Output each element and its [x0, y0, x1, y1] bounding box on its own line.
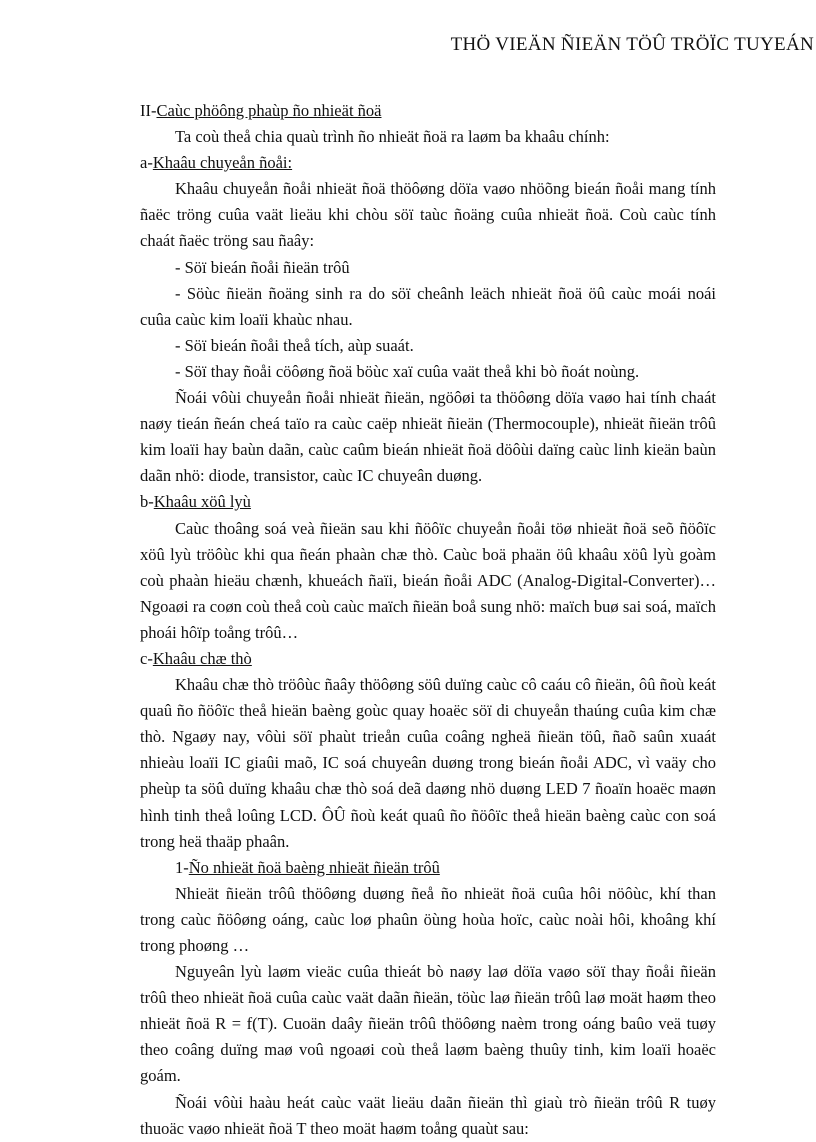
part-c-heading [140, 646, 716, 672]
list-item: - Söï bieán ñoåi theå tích, aùp suaát. [175, 335, 414, 355]
part-b-prefix: b- [140, 492, 154, 512]
part-c-prefix: c- [140, 648, 153, 668]
section-prefix: II- [140, 101, 157, 120]
part-a-heading [140, 150, 716, 176]
part-b-heading [140, 489, 716, 515]
part-b-title: Khaâu xöû lyù [153, 492, 251, 512]
section-intro: Ta coù theå chia quaù trình ño nhieät ñoä ra laøm ba khaâu chính: [175, 127, 610, 147]
subsection-1-paragraph-1: Nhieät ñieän trôû thöôøng duøng ñeå ño nhieät ñoä cuûa hôi nöôùc, khí than trong caùc ñöôøng oáng, caùc loø phaûn öùng hoùa hoïc, caùc noài hôi, khoâng khí trong phoøng … [140, 883, 716, 955]
subsection-1-title: Ño nhieät ñoä baèng nhieät ñieän trôû [188, 857, 440, 877]
part-c-title: Khaâu chæ thò [152, 648, 252, 668]
list-item: - Söï thay ñoåi cöôøng ñoä böùc xaï cuûa vaät theå khi bò ñoát noùng. [175, 361, 640, 381]
part-a-paragraph-2: Ñoái vôùi chuyeån ñoåi nhieät ñieän, ngöôøi ta thöôøng döïa vaøo hai tính chaát naøy tieán ñeán cheá taïo ra caùc caëp nhieät ñieän (Thermocouple), nhieät ñieän trôû kim loaïi hay baùn daãn, caùc caûm bieán nhieät ñoä döôùi daïng caùc linh kieän baùn daãn nhö: diode, transistor, caùc IC chuyeân duøng. [140, 388, 716, 486]
part-a-paragraph-1: Khaâu chuyeån ñoåi nhieät ñoä thöôøng döïa vaøo nhöõng bieán ñoåi mang tính ñaëc tröng cuûa vaät lieäu khi chòu söï taùc ñoäng cuûa nhieät ñoä. Coù caùc tính chaát ñaëc tröng sau ñaây: [140, 179, 716, 251]
list-item: - Söùc ñieän ñoäng sinh ra do söï cheânh leäch nhieät ñoä öû caùc moái noái cuûa caùc kim loaïi khaùc nhau. [140, 283, 716, 329]
subsection-1-paragraph-3: Ñoái vôùi haàu heát caùc vaät lieäu daãn ñieän thì giaù trò ñieän trôû R tuøy thuoäc vaøo nhieät ñoä T theo moät haøm toång quaùt sau: [140, 1092, 716, 1138]
part-a-prefix: a- [140, 153, 153, 173]
part-b-paragraph: Caùc thoâng soá veà ñieän sau khi ñöôïc chuyeån ñoåi töø nhieät ñoä seõ ñöôïc xöû lyù tröôùc khi qua ñeán phaàn chæ thò. Caùc boä phaän öû khaâu xöû lyù goàm coù phaàn hieäu chænh, khueách ñaïi, bieán ñoåi ADC (Analog-Digital-Converter)…Ngoaøi ra coøn coù theå coù caùc maïch ñieän boå sung nhö: maïch buø sai soá, maïch phoái hôïp toång trôû… [140, 518, 716, 642]
section-title: Caùc phöông phaùp ño nhieät ñoä [156, 101, 382, 120]
page-header: THÖ VIEÄN ÑIEÄN TÖÛ TRÖÏC TUYEÁN [450, 34, 814, 55]
section-heading [140, 98, 716, 124]
subsection-1-prefix: 1- [175, 857, 189, 877]
document-body [140, 98, 716, 1142]
subsection-1-paragraph-2: Nguyeân lyù laøm vieäc cuûa thieát bò naøy laø döïa vaøo söï thay ñoåi ñieän trôû theo nhieät ñoä cuûa caùc vaät daãn ñieän, töùc laø ñieän trôû laø moät haøm theo nhieät ñoä R = f(T). Cuoän daây ñieän trôû thöôøng naèm trong oáng baûo veä tuøy theo coâng duïng maø voû ngoaøi coù theå laøm baèng thuûy tinh, kim loaïi hoaëc goám. [140, 962, 716, 1086]
subsection-1-heading [140, 855, 716, 881]
part-a-title: Khaâu chuyeån ñoåi: [152, 153, 293, 173]
part-c-paragraph: Khaâu chæ thò tröôùc ñaây thöôøng söû duïng caùc cô caáu cô ñieän, ôû ñoù keát quaû ño ñöôïc theå hieän baèng goùc quay hoaëc söï di chuyeån thaúng cuûa kim chæ thò. Ngaøy nay, vôùi söï phaùt trieån cuûa coâng ngheä ñieän töû, ñaõ saûn xuaát nhieàu loaïi IC giaûi maõ, IC soá chuyeân duøng trong bieán ñoåi ADC, vì vaäy cho pheùp ta söû duïng khaâu chæ thò soá deã daøng nhö duøng LED 7 ñoaïn hoaëc maøn hình tinh theå loûng LCD. ÔÛ ñoù keát quaû ño ñöôïc theå hieän baèng caùc con soá trong heä thaäp phaân. [140, 675, 716, 851]
list-item: - Söï bieán ñoåi ñieän trôû [175, 257, 350, 277]
